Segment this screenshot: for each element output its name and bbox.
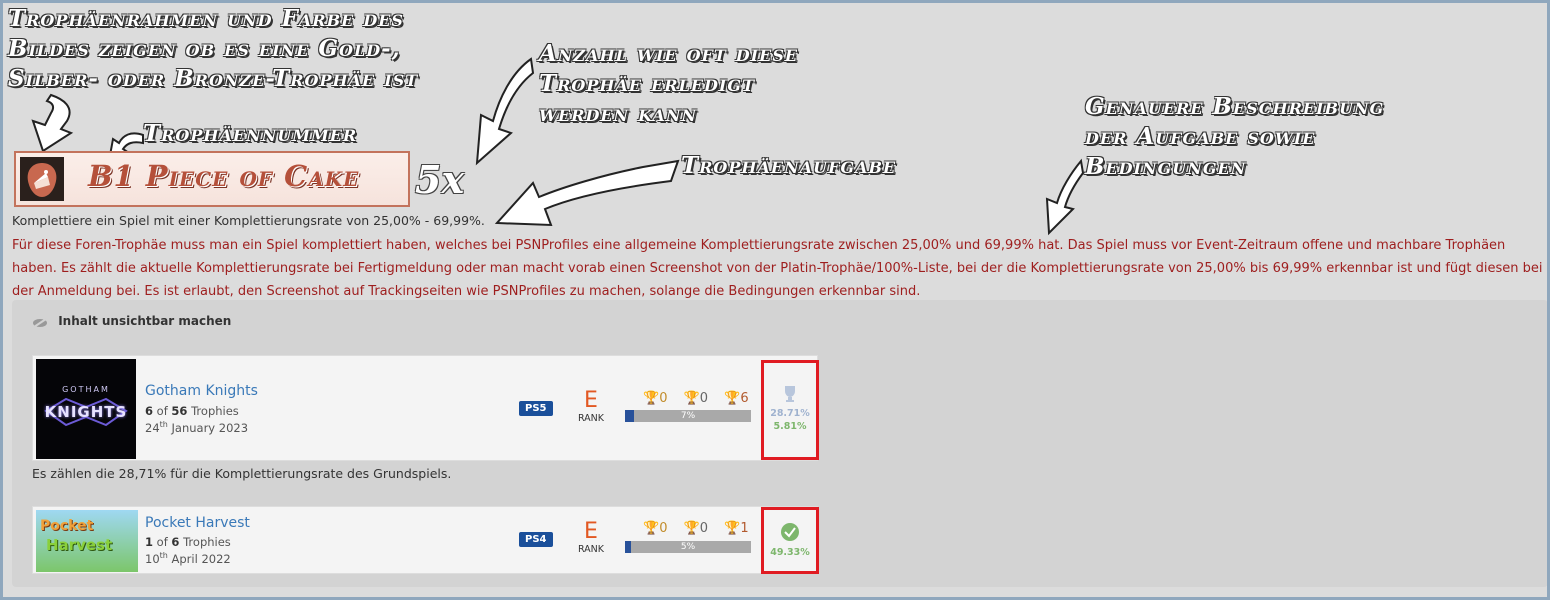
completion-rate-box (761, 507, 819, 574)
total-count: 56 (171, 404, 188, 418)
silver-value: 0 (699, 521, 709, 536)
date-rest: January 2023 (171, 420, 249, 435)
gold-value: 0 (659, 521, 668, 536)
bronze-value: 1 (740, 521, 749, 536)
spoiler-box (12, 300, 1548, 587)
gold-count: 🏆0 (643, 391, 668, 406)
game-card[interactable] (32, 355, 818, 461)
annotation-line: Genauere Beschreibung (1085, 93, 1385, 120)
trophies-word: Trophies (191, 404, 239, 418)
date-day: 10 (145, 551, 160, 566)
annotation-description (1085, 92, 1384, 182)
trophy-image (20, 157, 64, 201)
game-cover (36, 510, 138, 572)
game-title-link[interactable]: Pocket Harvest (145, 515, 250, 531)
completion-rate: 49.33% (770, 547, 810, 558)
eye-slash-icon (32, 317, 48, 327)
bronze-count: 🏆1 (724, 521, 749, 536)
trophy-progress-text (145, 404, 239, 418)
trophy-header (14, 151, 410, 207)
earned-count: 1 (145, 535, 154, 549)
platform-badge: PS4 (519, 532, 553, 547)
annotation-line: Bildes zeigen ob es eine Gold-, (8, 35, 401, 62)
silver-count: 🏆0 (683, 391, 709, 406)
of-word: of (156, 535, 168, 549)
annotation-line: werden kann (539, 100, 698, 127)
silver-value: 0 (699, 391, 709, 406)
gold-count: 🏆0 (643, 521, 668, 536)
cover-text: Pocket (40, 518, 94, 534)
cover-text: KNIGHTS (44, 403, 128, 421)
arrow-count (477, 59, 533, 163)
cover-text: GOTHAM (62, 385, 110, 394)
date-day: 24 (145, 420, 160, 435)
progress-label: 5% (680, 542, 696, 552)
of-word: of (156, 404, 168, 418)
annotation-line: Bedingungen (1085, 153, 1247, 180)
trophy-icon (780, 383, 800, 403)
spoiler-toggle[interactable] (32, 314, 231, 328)
trophies-word: Trophies (183, 535, 231, 549)
arrow-frame-color (33, 95, 71, 151)
rank-letter: E (584, 519, 598, 544)
arrow-task (497, 161, 678, 225)
trophy-task: Komplettiere ein Spiel mit einer Komplettierungsrate von 25,00% - 69,99%. (12, 213, 485, 228)
game-title-link[interactable]: Gotham Knights (145, 383, 258, 399)
arrow-description (1047, 161, 1083, 233)
game-cover (36, 359, 136, 459)
completion-rate-secondary: 5.81% (773, 421, 807, 432)
annotation-line: Trophäe erledigt (539, 70, 755, 97)
trophy-description: Für diese Foren-Trophäe muss man ein Spiel komplettiert haben, welches bei PSNProfiles eine allgemeine Komplettierungsrate zwischen 25,00% und 69,99% hat. Das Spiel muss vor Event-Zeitraum offene und machbare Trophäen haben. Es zählt die aktuelle Komplettierungsrate bei Fertigmeldung oder man macht vorab einen Screenshot von der Platin-Trophäe/100%-Liste, bei der die Komplettierungsrate von 25,00% bis 69,99% erkennbar ist und fügt diesen bei der Anmeldung bei. Es ist erlaubt, den Screenshot auf Trackingseiten wie PSNProfiles zu machen, solange die Bedingungen erkennbar sind. (12, 238, 1543, 299)
cake-icon (20, 157, 64, 201)
annotation-line: Trophäenrahmen und Farbe des (8, 5, 404, 32)
trophy-count: 5x (415, 157, 465, 202)
date-suffix: th (159, 420, 168, 429)
completion-rate-box (761, 360, 819, 460)
gold-value: 0 (659, 391, 668, 406)
completion-date (145, 420, 248, 435)
spoiler-toggle-label: Inhalt unsichtbar machen (58, 314, 232, 328)
total-count: 6 (171, 535, 180, 549)
annotation-line: der Aufgabe sowie (1085, 123, 1316, 150)
trophy-title: B1 Piece of Cake (88, 159, 360, 193)
rank-letter: E (584, 388, 598, 413)
annotation-line: Anzahl wie oft diese (539, 40, 799, 67)
trophy-progress-text (145, 535, 231, 549)
platform-badge: PS5 (519, 401, 553, 416)
rank-badge (571, 520, 611, 555)
date-suffix: th (159, 551, 168, 560)
trophy-counts (643, 521, 761, 536)
rank-label: RANK (577, 413, 605, 424)
rank-badge (571, 389, 611, 424)
annotation-frame-color (8, 4, 418, 94)
annotation-count (539, 39, 798, 129)
check-icon (780, 522, 800, 542)
rank-label: RANK (577, 544, 605, 555)
annotation-task: Trophäenaufgabe (681, 152, 897, 179)
spoiler-note: Es zählen die 28,71% für die Komplettierungsrate des Grundspiels. (32, 466, 452, 481)
earned-count: 6 (145, 404, 154, 418)
progress-bar (625, 410, 751, 422)
progress-bar (625, 541, 751, 553)
silver-count: 🏆0 (683, 521, 709, 536)
trophy-counts (643, 391, 761, 406)
completion-rate: 28.71% (770, 408, 810, 419)
completion-date (145, 551, 231, 566)
bronze-value: 6 (740, 391, 749, 406)
annotation-trophy-number: Trophäennummer (143, 120, 358, 147)
cover-text: Harvest (46, 536, 113, 554)
progress-label: 7% (680, 411, 696, 421)
game-card[interactable] (32, 506, 818, 574)
bronze-count: 🏆6 (724, 391, 749, 406)
date-rest: April 2022 (171, 551, 231, 566)
annotation-line: Silber- oder Bronze-Trophäe ist (8, 65, 419, 92)
